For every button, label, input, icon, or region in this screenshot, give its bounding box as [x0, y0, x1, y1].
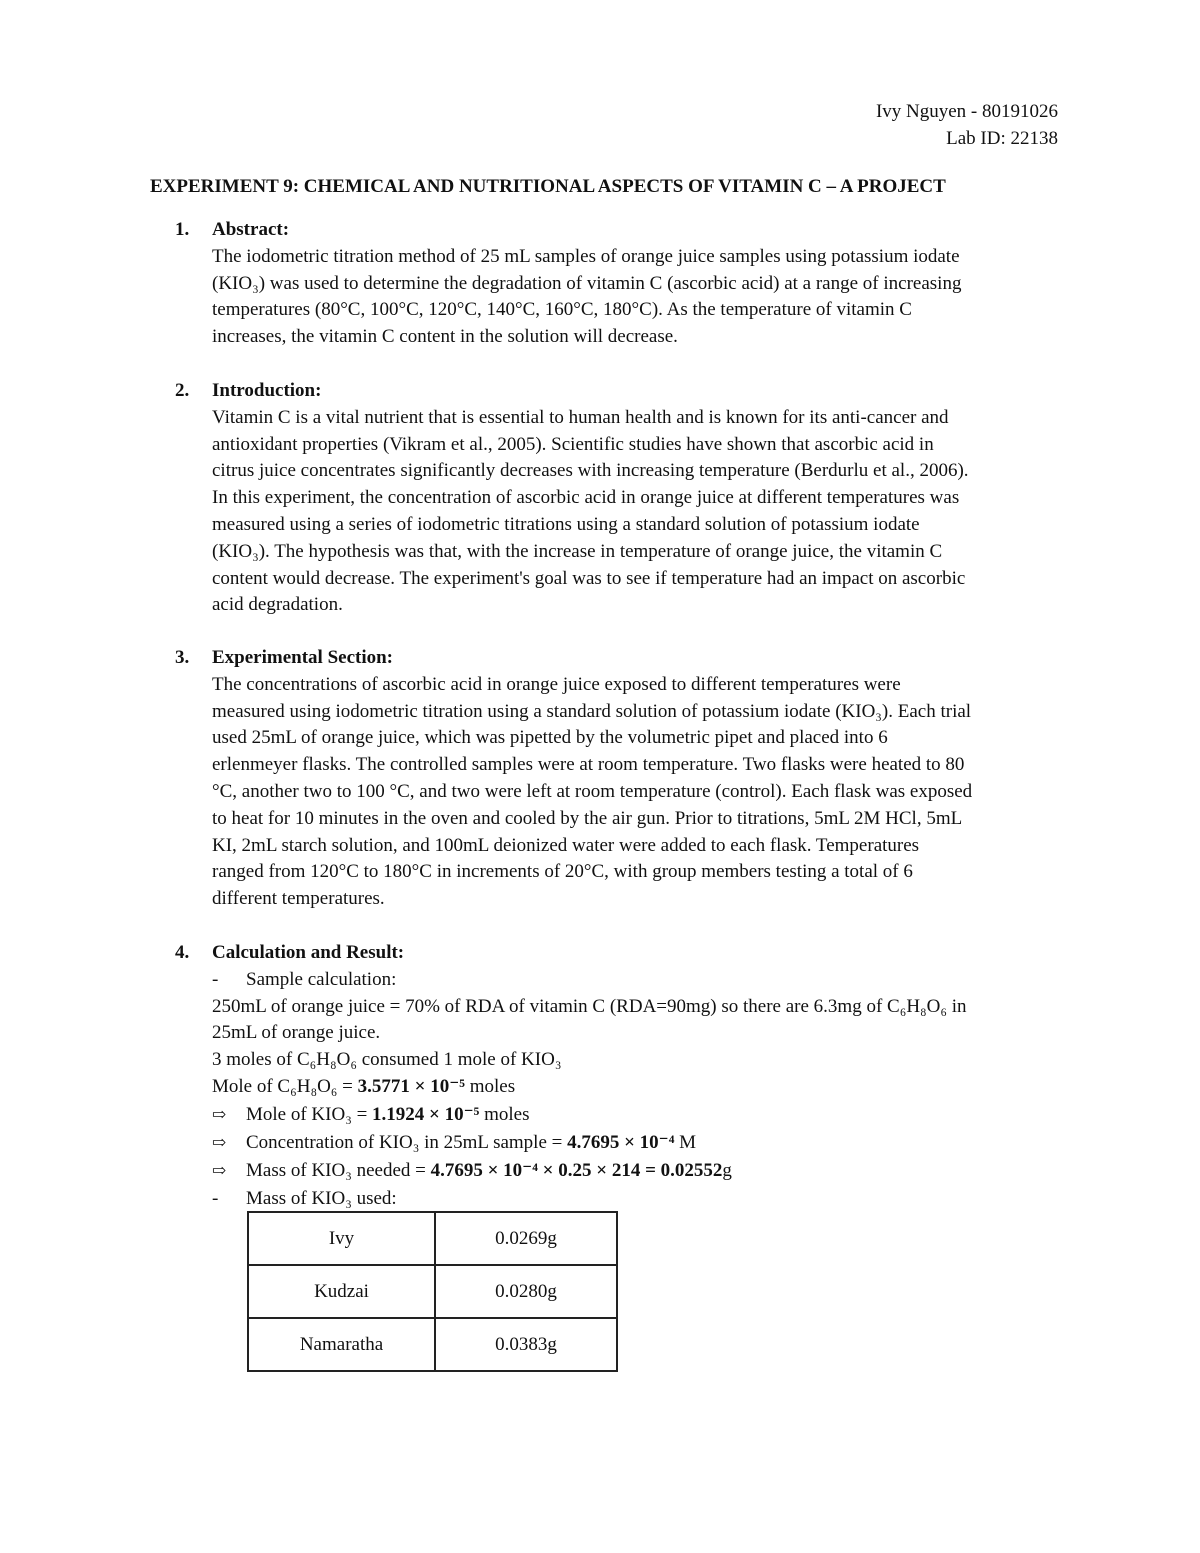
text-line: Vitamin C is a vital nutrient that is essential to human health and is known for its anti-cancer and	[212, 406, 949, 428]
text-line: KI, 2mL starch solution, and 100mL deionized water were added to each flask. Temperatures	[212, 834, 920, 856]
section-body	[212, 244, 1059, 351]
section-abstract	[175, 217, 1059, 351]
lab-id-line: Lab ID: 22138	[946, 128, 1058, 149]
equation-value: 1.1924 × 10⁻⁵	[372, 1103, 480, 1125]
text-line: °C, another two to 100 °C, and two were left at room temperature (control). Each flask was exposed	[212, 780, 973, 802]
text-line: In this experiment, the concentration of ascorbic acid in orange juice at different temperatures was	[212, 487, 960, 509]
dash-bullet: -	[212, 968, 219, 990]
section-experimental	[175, 645, 1059, 913]
table-row	[248, 1318, 617, 1371]
equation-value: 3.5771 × 10⁻⁵	[357, 1075, 465, 1097]
equation-unit: M	[674, 1131, 697, 1153]
section-introduction	[175, 378, 1059, 619]
text-line: antioxidant properties (Vikram et al., 2005). Scientific studies have shown that ascorbic acid in	[212, 433, 934, 455]
text-line: (KIO₃) was used to determine the degradation of vitamin C (ascorbic acid) at a range of increasing	[212, 272, 962, 294]
text-line: (KIO₃). The hypothesis was that, with the increase in temperature of orange juice, the vitamin C	[212, 540, 943, 562]
text-line: temperatures (80°C, 100°C, 120°C, 140°C, 160°C, 180°C). As the temperature of vitamin C	[212, 299, 912, 321]
author-line: Ivy Nguyen - 80191026	[875, 101, 1058, 122]
section-calculation	[175, 940, 1059, 1213]
text-line: erlenmeyer flasks. The controlled samples were at room temperature. Two flasks were heated to 80	[212, 754, 965, 776]
document-title: EXPERIMENT 9: CHEMICAL AND NUTRITIONAL ASPECTS OF VITAMIN C – A PROJECT	[150, 176, 946, 197]
equation-text: Concentration of KIO₃ in 25mL sample =	[246, 1131, 568, 1153]
mass-cell: 0.0269g	[435, 1212, 617, 1265]
section-number: 4.	[175, 942, 190, 963]
text-line: The concentrations of ascorbic acid in orange juice exposed to different temperatures were	[212, 673, 901, 695]
dash-bullet: -	[212, 1187, 219, 1209]
equation-text: Mass of KIO₃ needed =	[246, 1159, 431, 1181]
section-heading: Introduction:	[212, 380, 322, 401]
equation-text: Mole of C₆H₈O₆ =	[212, 1075, 358, 1097]
mass-used-table	[247, 1211, 618, 1372]
text-line: acid degradation.	[212, 594, 343, 616]
text-line: to heat for 10 minutes in the oven and cooled by the air gun. Prior to titrations, 5mL 2M HCl, 5mL	[212, 807, 963, 829]
bullet-mass-used	[212, 1186, 1059, 1213]
equation-value: 4.7695 × 10⁻⁴	[567, 1131, 675, 1153]
arrow-line	[212, 1158, 1059, 1186]
equation-unit: moles	[464, 1075, 516, 1097]
name-cell: Kudzai	[248, 1265, 435, 1318]
bullet-label: Sample calculation:	[246, 968, 397, 990]
equation-value: 4.7695 × 10⁻⁴ × 0.25 × 214 = 0.02552	[430, 1159, 723, 1181]
section-number: 2.	[175, 380, 190, 401]
text-line: measured using iodometric titration using a standard solution of potassium iodate (KIO₃). Each trial	[212, 700, 972, 722]
text-line: citrus juice concentrates significantly decreases with increasing temperature (Berdurlu et al., 2006).	[212, 460, 969, 482]
text-line: measured using a series of iodometric titrations using a standard solution of potassium iodate	[212, 513, 920, 535]
header	[876, 98, 1058, 152]
text-line: content would decrease. The experiment's goal was to see if temperature had an impact on ascorbic	[212, 567, 966, 589]
arrow-line	[212, 1102, 1059, 1130]
section-number: 1.	[175, 219, 190, 240]
section-body	[212, 405, 1059, 619]
text-line: ranged from 120°C to 180°C in increments of 20°C, with group members testing a total of 6	[212, 861, 913, 883]
calculation-body	[212, 967, 1059, 1213]
name-cell: Namaratha	[248, 1318, 435, 1371]
table-row	[248, 1212, 617, 1265]
text-line: increases, the vitamin C content in the solution will decrease.	[212, 326, 678, 348]
section-heading: Abstract:	[212, 219, 290, 240]
name-cell: Ivy	[248, 1212, 435, 1265]
text-line: used 25mL of orange juice, which was pipetted by the volumetric pipet and placed into 6	[212, 727, 888, 749]
equation-line	[212, 1074, 1059, 1102]
section-heading: Calculation and Result:	[212, 942, 405, 963]
text-line: 250mL of orange juice = 70% of RDA of vitamin C (RDA=90mg) so there are 6.3mg of C₆H₈O₆ in	[212, 995, 967, 1017]
equation-text: Mole of KIO₃ =	[246, 1103, 373, 1125]
arrow-right-icon: ⇨	[212, 1104, 227, 1124]
bullet-sample-calculation	[212, 967, 1059, 994]
bullet-label: Mass of KIO₃ used:	[246, 1187, 397, 1209]
mass-cell: 0.0280g	[435, 1265, 617, 1318]
arrow-line	[212, 1130, 1059, 1158]
text-line: 3 moles of C₆H₈O₆ consumed 1 mole of KIO₃	[212, 1049, 562, 1071]
equation-unit: g	[722, 1159, 732, 1181]
text-line: 25mL of orange juice.	[212, 1022, 381, 1044]
text-line: The iodometric titration method of 25 mL samples of orange juice samples using potassium iodate	[212, 245, 960, 267]
arrow-right-icon: ⇨	[212, 1132, 227, 1152]
equation-unit: moles	[479, 1103, 530, 1125]
table-row	[248, 1265, 617, 1318]
section-heading: Experimental Section:	[212, 647, 394, 668]
mass-cell: 0.0383g	[435, 1318, 617, 1371]
section-number: 3.	[175, 647, 190, 668]
section-body	[212, 672, 1059, 913]
text-line: different temperatures.	[212, 888, 385, 910]
arrow-right-icon: ⇨	[212, 1160, 227, 1180]
